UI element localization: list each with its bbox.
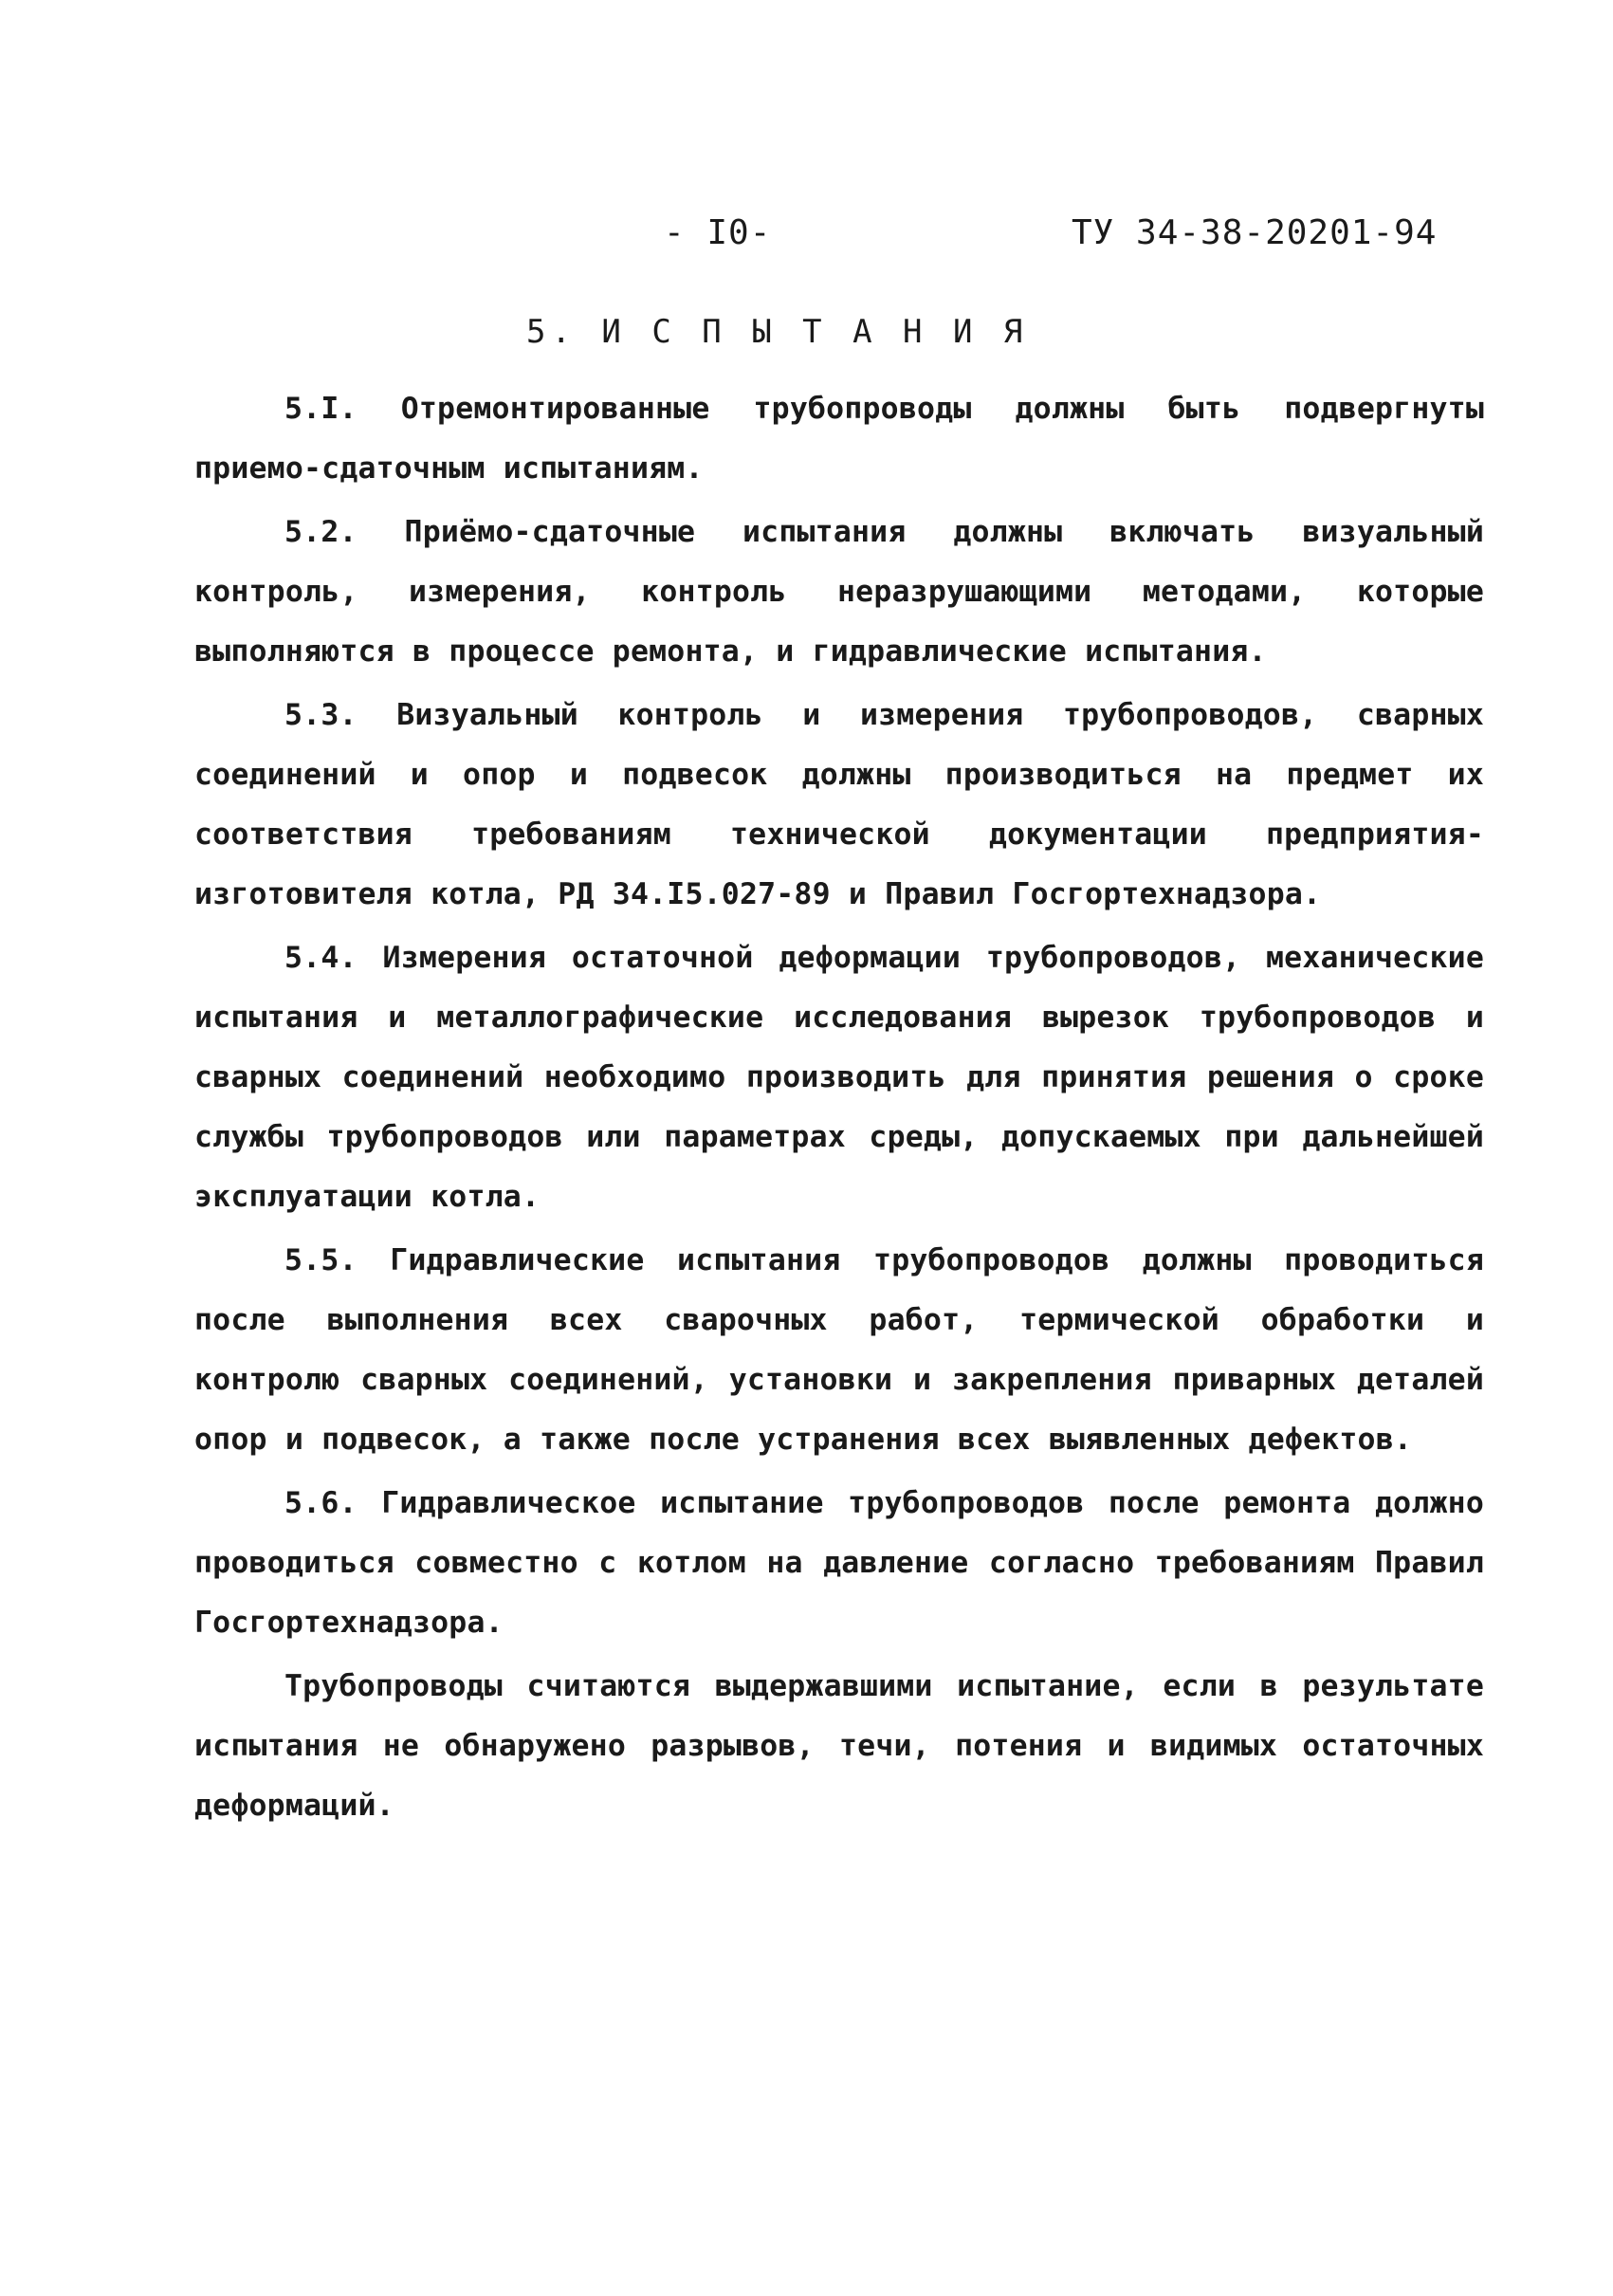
paragraph-5-2	[194, 503, 1484, 682]
paragraph-5-1	[194, 379, 1484, 499]
paragraph-number: 5.4.	[284, 941, 357, 975]
paragraph-text: Отремонтированные трубопроводы должны быть подвергнуты приемо-сдаточным испытаниям.	[194, 392, 1485, 486]
paragraph-number: 5.I.	[284, 392, 357, 426]
paragraph-text: Визуальный контроль и измерения трубопроводов, сварных соединений и опор и подвесок должны производиться на предмет их соответствия требованиям технической документации предприятия-изготовителя котла, РД 34.I5.027-89 и Правил Госгортехнадзора.	[194, 698, 1484, 911]
paragraph-text: Трубопроводы считаются выдержавшими испытание, если в результате испытания не обнаружено разрывов, течи, потения и видимых остаточных деформаций.	[194, 1669, 1484, 1823]
paragraph-5-4	[194, 928, 1484, 1227]
section-title: 5. И С П Ы Т А Н И Я	[526, 313, 1029, 351]
paragraph-5-6	[194, 1474, 1484, 1653]
paragraph-text: Гидравлическое испытание трубопроводов после ремонта должно проводиться совместно с котлом на давление согласно требованиям Правил Госгортехнадзора.	[194, 1486, 1484, 1640]
paragraph-5-3	[194, 686, 1484, 925]
paragraph-text: Приёмо-сдаточные испытания должны включать визуальный контроль, измерения, контроль неразрушающими методами, которые выполняются в процессе ремонта, и гидравлические испытания.	[194, 515, 1484, 669]
paragraph-5-5	[194, 1231, 1484, 1470]
paragraph-text: Измерения остаточной деформации трубопроводов, механические испытания и металлографические исследования вырезок трубопроводов и сварных соединений необходимо производить для принятия решения о сроке службы трубопроводов или параметрах среды, допускаемых при дальнейшей эксплуатации котла.	[194, 941, 1484, 1214]
paragraph-number: 5.6.	[284, 1486, 357, 1520]
paragraph-text: Гидравлические испытания трубопроводов должны проводиться после выполнения всех сварочных работ, термической обработки и контролю сварных соединений, установки и закрепления приварных деталей опор и подвесок, а также после устранения всех выявленных дефектов.	[194, 1243, 1484, 1457]
page-header	[0, 213, 1613, 270]
paragraph-number: 5.3.	[284, 698, 357, 732]
page-number: - I0-	[664, 213, 772, 252]
paragraph-number: 5.5.	[284, 1243, 357, 1277]
document-code: ТУ 34-38-20201-94	[1072, 213, 1438, 252]
body-text	[194, 379, 1484, 1840]
paragraph-conclusion	[194, 1657, 1484, 1836]
paragraph-number: 5.2.	[284, 515, 357, 549]
